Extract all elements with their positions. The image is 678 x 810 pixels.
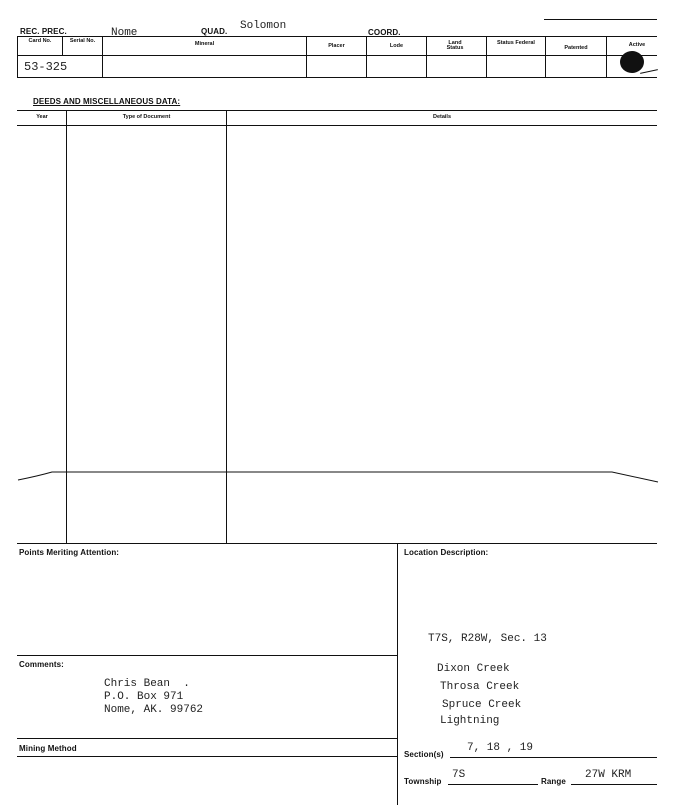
col-active: Active [628,42,646,48]
deeds-section-title: DEEDS AND MISCELLANEOUS DATA: [33,97,181,106]
col-details: Details [432,114,452,120]
col-year: Year [36,114,48,120]
range-value[interactable]: 27W KRM [585,769,632,781]
comments-line-name: Chris Bean . [104,678,190,690]
coord-label: COORD. [368,28,401,37]
location-description-label: Location Description: [404,548,489,557]
comments-label: Comments: [19,660,64,669]
comments-line-city: Nome, AK. 99762 [104,704,204,716]
location-line-creek-2: Throsa Creek [440,681,520,693]
col-status-federal: Status Federal [497,40,535,46]
location-line-legal: T7S, R28W, Sec. 13 [428,633,547,645]
col-patented: Patented [564,45,588,51]
col-lode: Lode [389,43,404,49]
sections-label: Section(s) [404,750,444,759]
rec-prec-value[interactable]: Nome [111,27,138,39]
points-meriting-attention-label: Points Meriting Attention: [19,548,120,557]
quad-label: QUAD. [201,27,228,36]
col-serial-no: Serial No. [69,38,96,44]
location-line-creek-1: Dixon Creek [437,663,510,675]
active-mark [620,51,644,73]
col-type-of-document: Type of Document [122,114,171,120]
col-placer: Placer [328,43,345,49]
card-no-value[interactable]: 53-325 [24,60,68,74]
comments-line-pobox: P.O. Box 971 [104,691,184,703]
range-label: Range [541,777,566,786]
col-land-status: Land Status [446,40,464,51]
township-value[interactable]: 7S [452,769,466,781]
rec-prec-label: REC. PREC. [20,27,67,36]
col-card-no: Card No. [28,38,52,44]
col-mineral: Mineral [194,41,215,47]
township-label: Township [404,777,442,786]
fold-line [0,462,678,492]
quad-value[interactable]: Solomon [240,20,287,32]
location-line-creek-3: Spruce Creek [442,699,522,711]
mining-method-label: Mining Method [19,744,77,753]
location-line-creek-4: Lightning [440,715,500,727]
sections-value[interactable]: 7, 18 , 19 [467,742,534,754]
